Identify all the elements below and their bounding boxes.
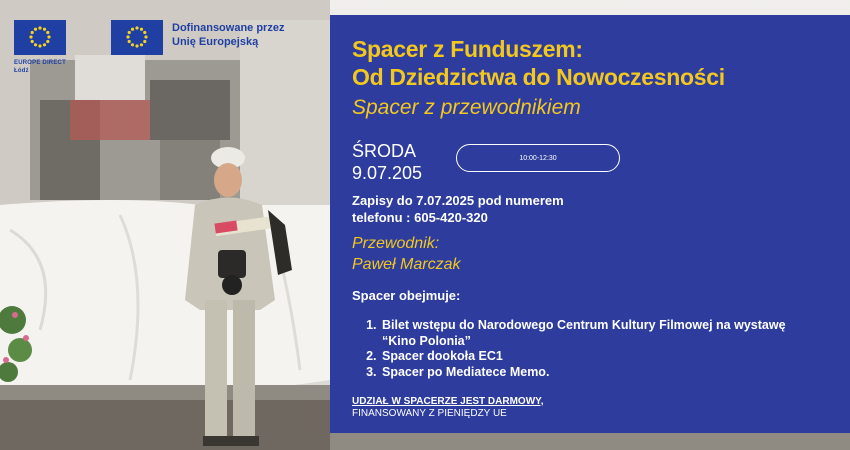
event-date: 9.07.205 <box>352 163 423 183</box>
guide-name: Paweł Marczak <box>352 256 461 273</box>
free-line-1: UDZIAŁ W SPACERZE JEST DARMOWY, <box>352 396 544 407</box>
event-title-line-2: Od Dziedzictwa do Nowoczesności <box>352 64 725 90</box>
cofunded-line-2: Unię Europejską <box>172 36 259 48</box>
list-item: 1. Bilet wstępu do Narodowego Centrum Kultury Filmowej na wystawę “Kino Polonia” <box>380 318 820 349</box>
guide-label: Przewodnik: <box>352 235 440 252</box>
guide-info <box>352 233 460 275</box>
event-time-badge <box>456 144 620 172</box>
cofunded-by-eu-text <box>172 21 284 49</box>
cofunded-line-1: Dofinansowane przez <box>172 22 285 34</box>
signup-info <box>352 192 564 226</box>
event-date-block <box>352 140 422 184</box>
includes-heading: Spacer obejmuje: <box>352 288 461 303</box>
event-title <box>352 35 725 91</box>
event-time: 10:00-12:30 <box>519 154 557 162</box>
free-line-2: FINANSOWANY Z PIENIĘDZY UE <box>352 408 507 419</box>
includes-list <box>352 318 820 380</box>
event-title-line-1: Spacer z Funduszem: <box>352 36 583 62</box>
free-participation-note <box>352 396 543 420</box>
europe-direct-city: Łódź <box>14 68 29 74</box>
eu-flag-cofunded-icon <box>111 20 163 55</box>
event-subtitle: Spacer z przewodnikiem <box>352 96 581 119</box>
list-item: 3. Spacer po Mediatece Memo. <box>380 365 820 381</box>
signup-line-1: Zapisy do 7.07.2025 pod numerem <box>352 193 564 208</box>
europe-direct-label <box>14 59 66 75</box>
europe-direct-name: EUROPE DIRECT <box>14 60 66 66</box>
eu-flag-icon <box>14 20 66 55</box>
list-item: 2. Spacer dookoła EC1 <box>380 349 820 365</box>
event-day: ŚRODA <box>352 141 417 161</box>
signup-line-2: telefonu : 605-420-320 <box>352 210 488 225</box>
